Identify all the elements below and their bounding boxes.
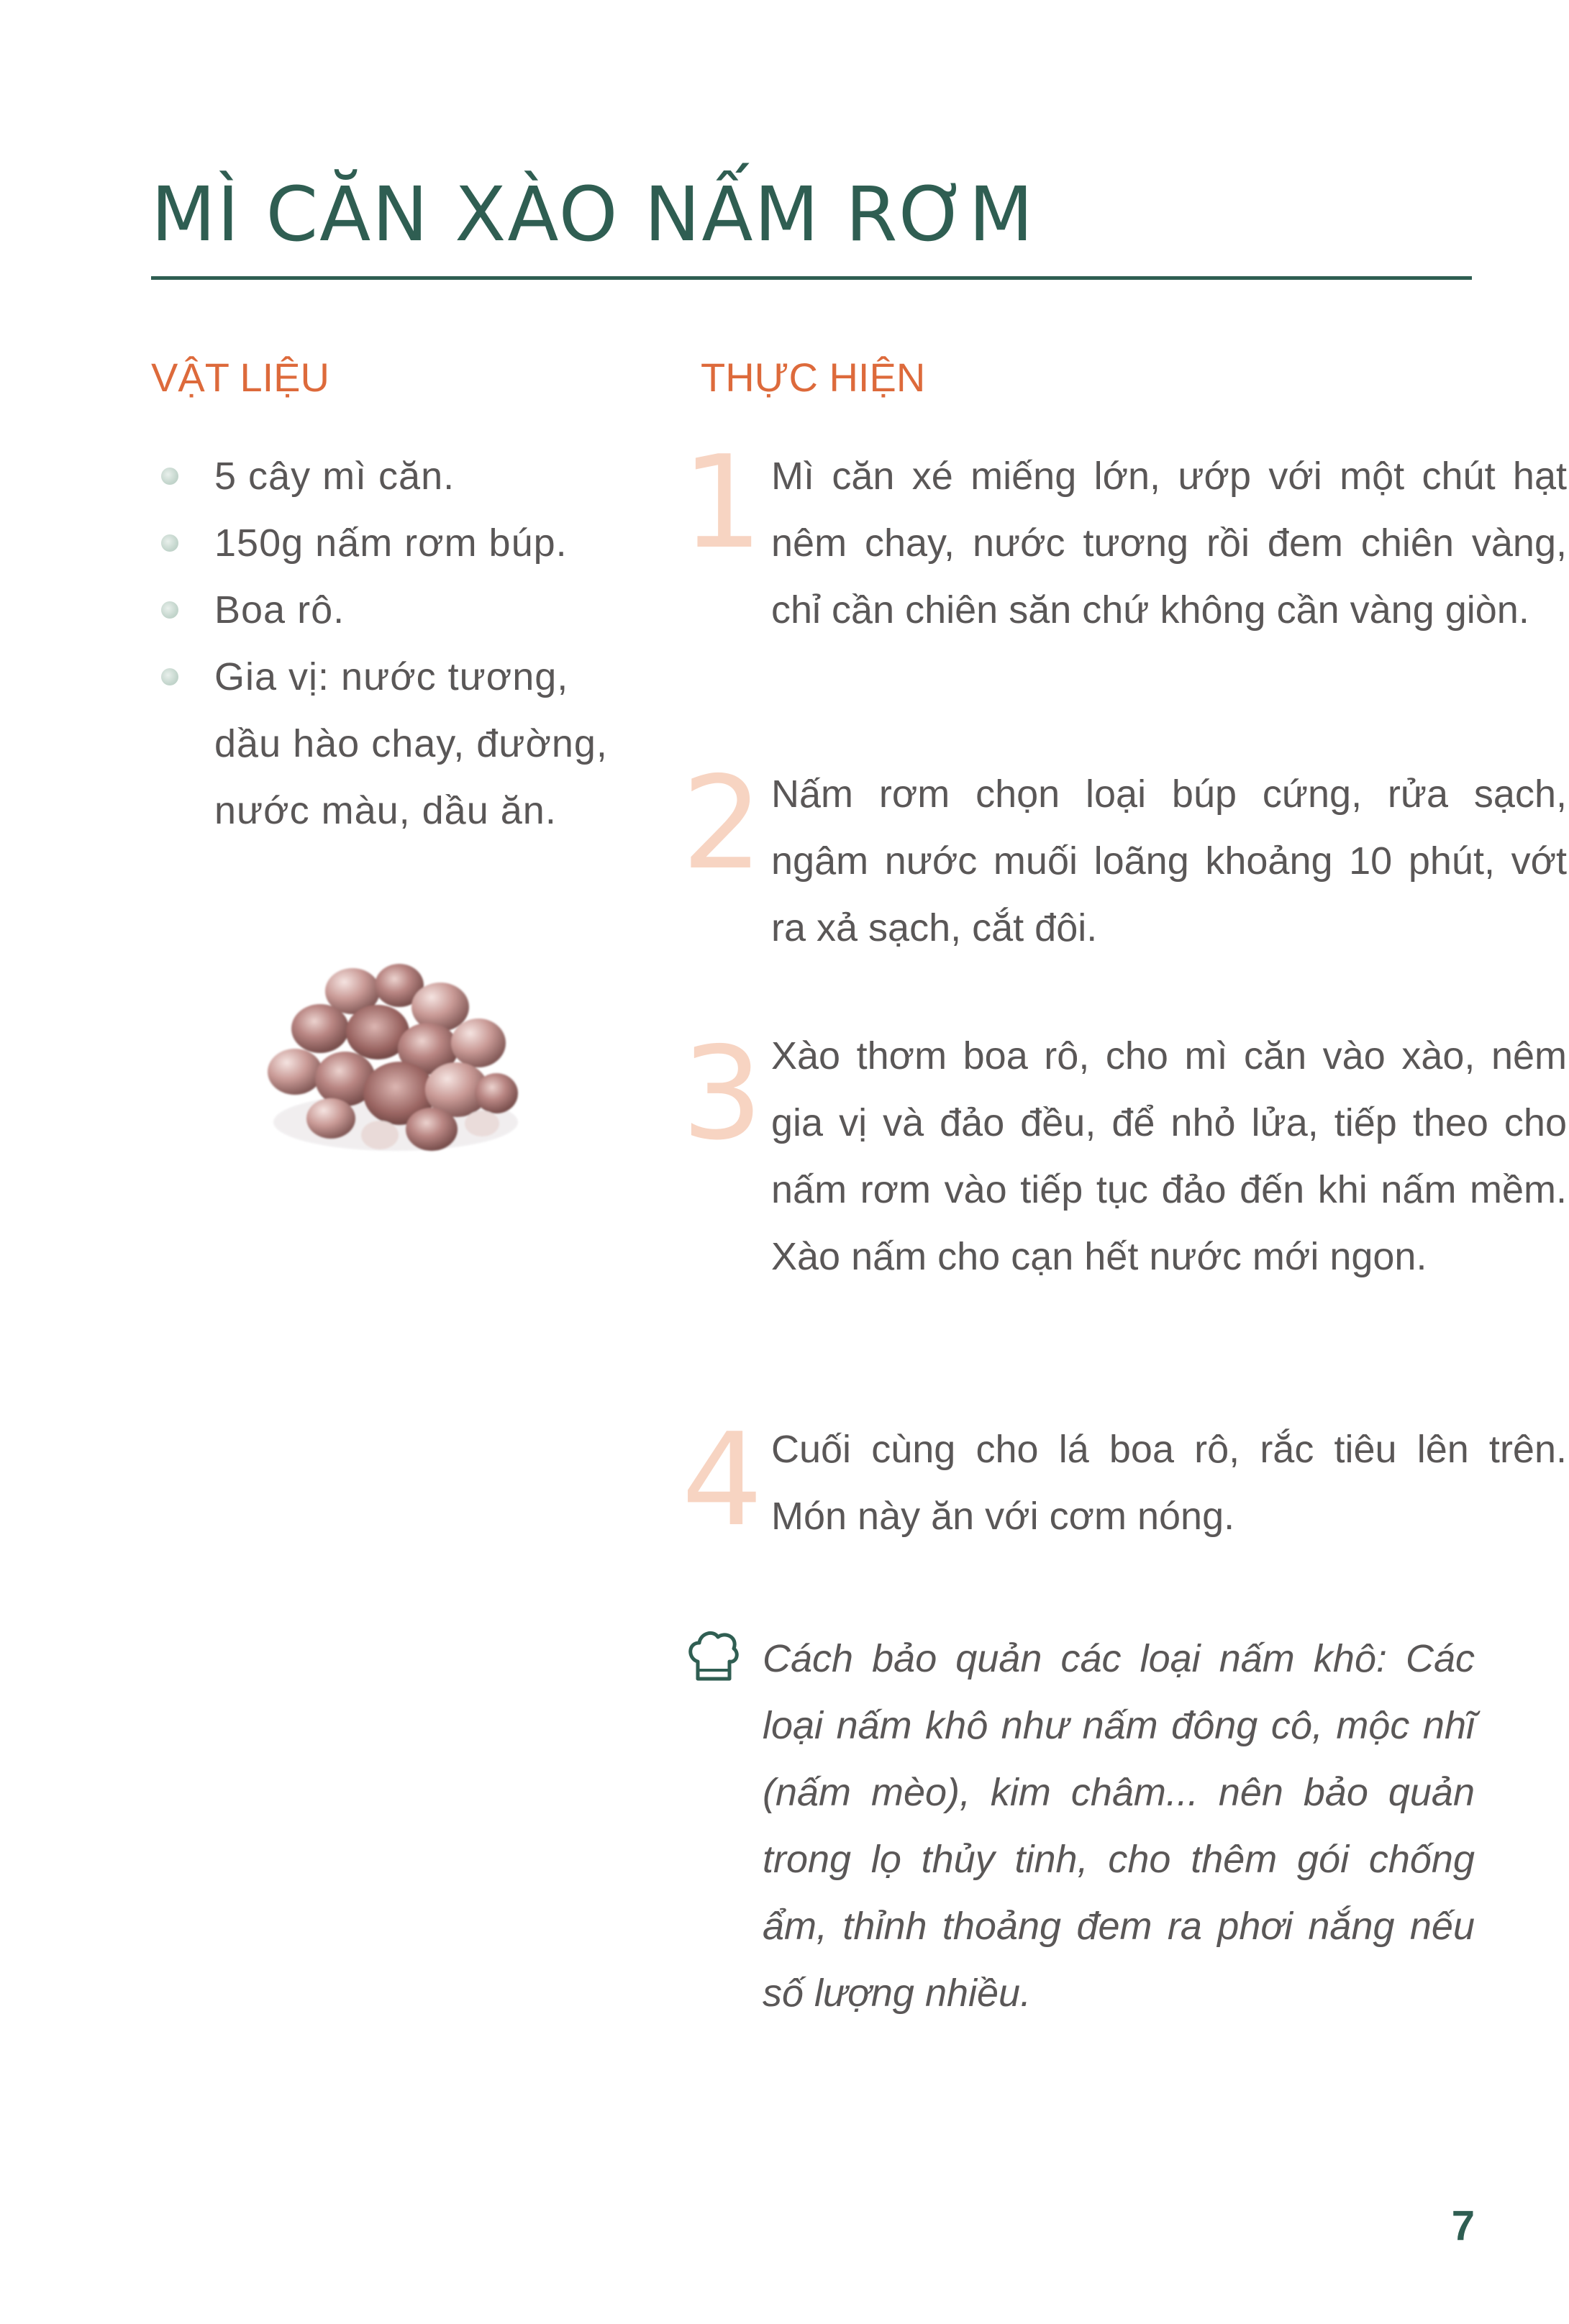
mushroom-illustration — [252, 957, 532, 1165]
ingredient-item — [151, 644, 626, 844]
step-number: 3 — [681, 1019, 763, 1168]
page-title: MÌ CĂN XÀO NẤM RƠM — [151, 170, 1035, 258]
bullet-dot-icon — [161, 534, 178, 552]
step-number: 4 — [681, 1405, 763, 1554]
step-item — [679, 1019, 1567, 1290]
page-number: 7 — [1451, 2202, 1475, 2249]
step-text: Xào thơm boa rô, cho mì căn vào xào, nêm gia vị và đảo đều, để nhỏ lửa, tiếp theo cho nấm rơm vào tiếp tục đảo đến khi nấm mềm. Xào nấm cho cạn hết nước mới ngon. — [771, 1034, 1567, 1278]
tip-box — [679, 1626, 1475, 2027]
ingredient-text: Boa rô. — [214, 588, 345, 632]
ingredient-text: 5 cây mì căn. — [214, 455, 455, 498]
chef-hat-icon — [685, 1626, 742, 1686]
ingredient-item — [151, 510, 626, 577]
step-item — [679, 428, 1567, 644]
ingredients-heading: VẬT LIỆU — [151, 355, 329, 400]
ingredient-text: Gia vị: nước tương, dầu hào chay, đường, nước màu, dầu ăn. — [214, 655, 608, 832]
step-item — [679, 749, 1567, 962]
ingredient-item — [151, 443, 626, 510]
bullet-dot-icon — [161, 601, 178, 619]
step-text: Cuối cùng cho lá boa rô, rắc tiêu lên trên. Món này ăn với cơm nóng. — [771, 1428, 1567, 1538]
step-item — [679, 1405, 1567, 1554]
tip-text: Cách bảo quản các loại nấm khô: Các loại nấm khô như nấm đông cô, mộc nhĩ (nấm mèo), kim châm... nên bảo quản trong lọ thủy tinh, cho thêm gói chống ẩm, thỉnh thoảng đem ra phơi nắng nếu số lượng nhiều. — [763, 1637, 1475, 2015]
bullet-dot-icon — [161, 668, 178, 685]
ingredient-item — [151, 577, 626, 644]
step-text: Mì căn xé miếng lớn, ướp với một chút hạt nêm chay, nước tương rồi đem chiên vàng, chỉ cần chiên săn chứ không cần vàng giòn. — [771, 455, 1567, 632]
ingredient-text: 150g nấm rơm búp. — [214, 521, 568, 565]
ingredients-list — [151, 443, 626, 844]
method-heading: THỰC HIỆN — [701, 355, 926, 400]
step-number: 2 — [681, 749, 763, 898]
step-text: Nấm rơm chọn loại búp cứng, rửa sạch, ngâm nước muối loãng khoảng 10 phút, vớt ra xả sạch, cắt đôi. — [771, 773, 1567, 949]
bullet-dot-icon — [161, 468, 178, 485]
step-number: 1 — [681, 428, 763, 577]
title-divider — [151, 276, 1472, 280]
